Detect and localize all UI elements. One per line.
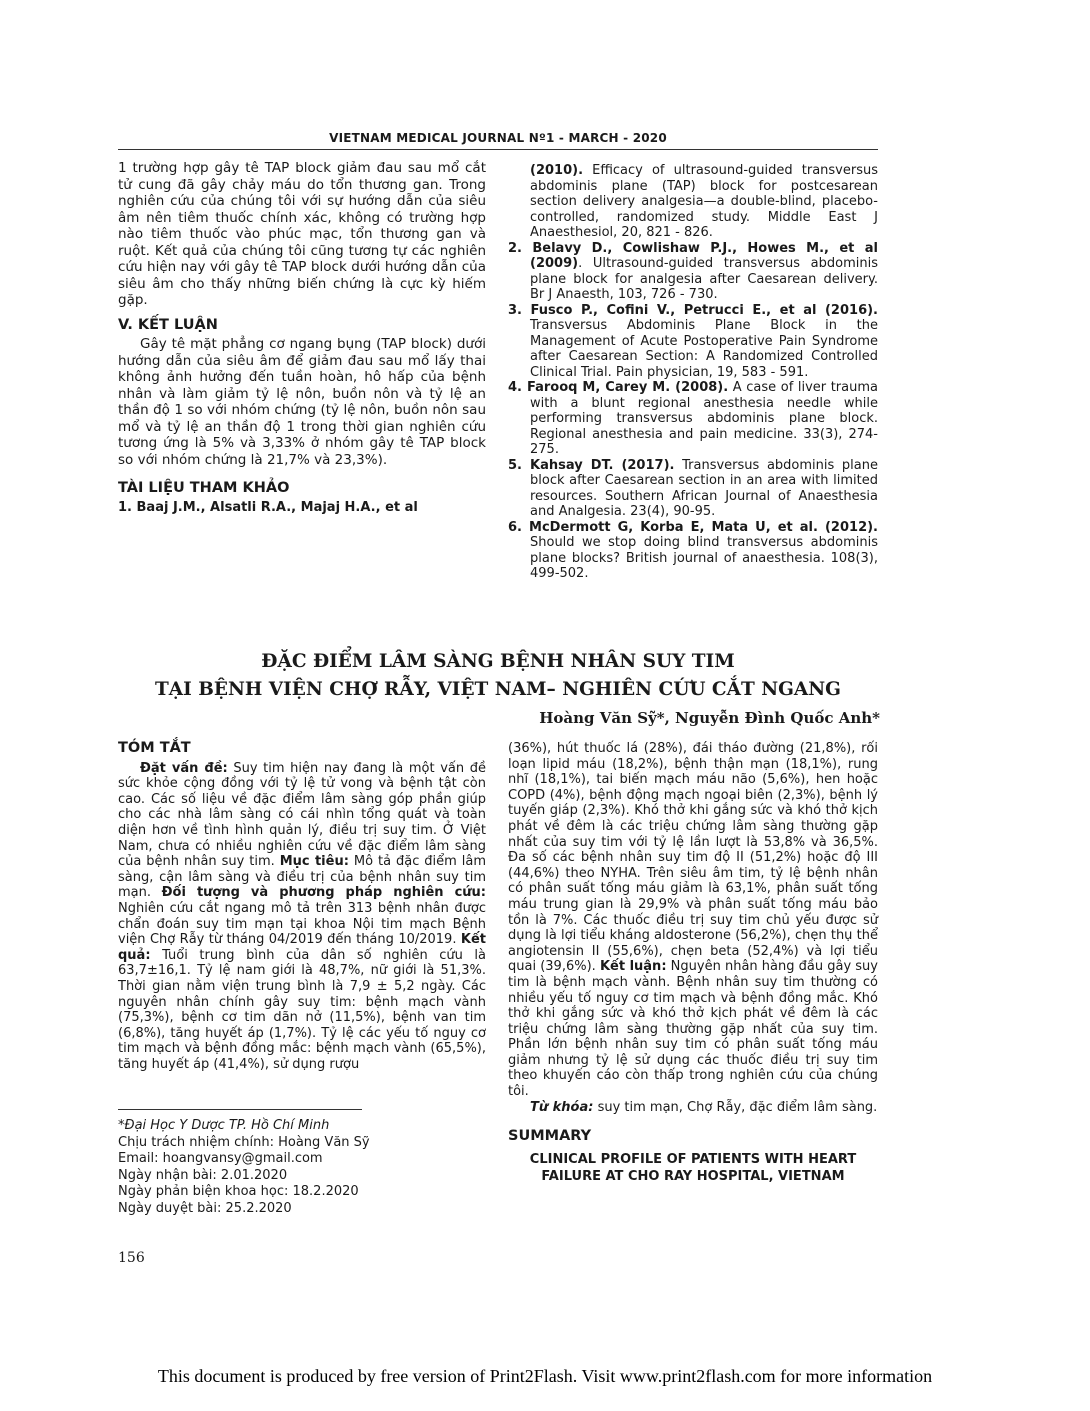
header-rule bbox=[118, 149, 878, 150]
article-title-line-1: ĐẶC ĐIỂM LÂM SÀNG BỆNH NHÂN SUY TIM bbox=[261, 651, 735, 672]
abstract-label-results: Kết quả: bbox=[118, 932, 486, 963]
abstract-text-conclusion: Nguyên nhân hàng đầu gây suy tim là bệnh mạch vành. Bệnh nhân suy tim thường có nhiều yếu tố nguy cơ tim mạch và bệnh đồng mắc. Khó thở khi gắng sức và khó thở kịch phát về đêm là các triệu chứng lâm sàng thường gặp nhất của suy tim. Phần lớn bệnh nhân suy tim có phân suất tống máu giảm nhưng tỷ lệ sử dụng các thuốc điều trị suy tim theo khuyến cáo còn thấp trong nghiên cứu của chúng tôi. bbox=[508, 959, 878, 1100]
article-title bbox=[118, 648, 878, 704]
running-header: VIETNAM MEDICAL JOURNAL Nº1 - MARCH - 2020 bbox=[329, 131, 667, 145]
reference-head: 2. Belavy D., Cowlishaw P.J., Howes M., et al (2009) bbox=[508, 240, 878, 271]
keywords-text: suy tim mạn, Chợ Rẫy, đặc điểm lâm sàng. bbox=[593, 1099, 878, 1115]
page-number: 156 bbox=[118, 1250, 145, 1266]
footnote-accepted: Ngày duyệt bài: 25.2.2020 bbox=[118, 1200, 292, 1216]
print2flash-footer: This document is produced by free version of Print2Flash. Visit www.print2flash.com for more information bbox=[157, 1366, 933, 1386]
abstract-right-column bbox=[508, 741, 878, 1185]
keywords-label: Từ khóa: bbox=[530, 1099, 594, 1115]
reference-item bbox=[508, 303, 878, 381]
reference-1-head: 1. Baaj J.M., Alsatli R.A., Majaj H.A., et al bbox=[118, 499, 418, 515]
abstract-label-objective: Mục tiêu: bbox=[279, 854, 349, 870]
english-title: CLINICAL PROFILE OF PATIENTS WITH HEART FAILURE AT CHO RAY HOSPITAL, VIETNAM bbox=[529, 1151, 857, 1184]
reference-1-year: (2010). bbox=[530, 163, 584, 178]
abstract-text-methods: Nghiên cứu cắt ngang mô tả trên 313 bệnh nhân được chẩn đoán suy tim mạn tại khoa Nội tim mạch Bệnh viện Chợ Rẫy từ tháng 04/2019 đến tháng 10/2019. bbox=[118, 900, 486, 948]
reference-item bbox=[508, 458, 878, 520]
prev-article-right-column bbox=[508, 163, 878, 582]
reference-text: . Ultrasound-guided transversus abdominis plane block for analgesia after Caesarean delivery. Br J Anaesth, 103, 726 - 730. bbox=[530, 256, 878, 302]
reference-text: Should we stop doing blind transversus abdominis plane blocks? British journal of anaesthesia. 108(3), 499-502. bbox=[530, 535, 878, 581]
reference-text: Transversus Abdominis Plane Block in the Management of Acute Postoperative Pain Syndrome after Caesarean Section: A Randomized Controlled Clinical Trial. Pain physician, 19, 583 - 591. bbox=[530, 318, 878, 380]
references-list bbox=[508, 163, 878, 582]
reference-head: 5. Kahsay DT. (2017). bbox=[508, 457, 675, 473]
reference-item bbox=[508, 520, 878, 582]
reference-1-continued bbox=[508, 163, 878, 241]
reference-head: 3. Fusco P., Cofini V., Petrucci E., et al (2016). bbox=[508, 302, 878, 318]
abstract-text-background: Suy tim hiện nay đang là một vấn đề sức khỏe cộng đồng với tỷ lệ tử vong và bệnh tật còn cao. Các số liệu về đặc điểm lâm sàng góp phần giúp cho các nhà lâm sàng có cái nhìn tổng quát và toàn diện hơn về tình hình quản lý, điều trị suy tim. Ở Việt Nam, chưa có nhiều nghiên cứu về đặc điểm lâm sàng của bệnh nhân suy tim. bbox=[118, 760, 486, 870]
abstract-left-column bbox=[118, 741, 486, 1072]
prev-article-left-column bbox=[118, 160, 486, 516]
abstract-results-text: (36%), hút thuốc lá (28%), đái tháo đường (21,8%), rối loạn lipid máu (18,2%), bệnh thận mạn (18,1%), rung nhĩ (18,1%), tai biến mạch máu não (5,6%), hen hoặc COPD (4%), bệnh động mạch ngoại biên (2,3%), bệnh lý tuyến giáp (2,3%). Khó thở khi gắng sức và khó thở kịch phát về đêm là các triệu chứng lâm sàng thường gặp nhất của suy tim với tỷ lệ lần lượt là 53,8% và 36,5%. Đa số các bệnh nhân suy tim độ II (51,2%) hoặc độ III (44,6%) theo NYHA. Trên siêu âm tim, tỷ lệ bệnh nhân có phân suất tống máu giảm là 63,1%, phân suất tống máu trung gian là 29,9% và phân suất tống máu bảo tồn là 7%. Các thuốc điều trị suy tim chủ yếu được sử dụng là lợi tiểu kháng aldosterone (56,2%), chẹn thụ thể angiotensin II (55,6%), chẹn beta (52,4%) và lợi tiểu quai (39,6%). bbox=[508, 741, 878, 975]
abstract-label-conclusion: Kết luận: bbox=[599, 959, 667, 975]
abstract-paragraph bbox=[118, 761, 486, 1073]
reference-head: 4. Farooq M, Carey M. (2008). bbox=[508, 380, 729, 395]
article-authors: Hoàng Văn Sỹ*, Nguyễn Đình Quốc Anh* bbox=[539, 709, 880, 727]
keywords-line bbox=[508, 1100, 878, 1116]
abstract-results-continued bbox=[508, 741, 878, 1100]
abstract-text-results: Tuổi trung bình của dân số nghiên cứu là 63,7±16,1. Tỷ lệ nam giới là 48,7%, nữ giới là 51,3%. Thời gian nằm viện trung bình là 7,9 ± 5,2 ngày. Các nguyên nhân chính gây suy tim: bệnh mạch vành (75,3%), bệnh cơ tim dãn nở (11,5%), bệnh van tim (6,8%), tăng huyết áp (1,7%). Tỷ lệ các yếu tố nguy cơ tim mạch và bệnh đồng mắc: bệnh mạch vành (65,5%), tăng huyết áp (41,4%), sử dụng rượu bbox=[118, 947, 486, 1072]
prev-discussion-paragraph: 1 trường hợp gây tê TAP block giảm đau sau mổ cắt tử cung đã gây chảy máu do tổn thương gan. Trong nghiên cứu của chúng tôi với sự hướng dẫn của siêu âm nên tiêm thuốc chính xác, không có trường hợp nào tiêm thuốc vào phúc mạc, tổn thương gan và ruột. Kết quả của chúng tôi cũng tương tự các nghiên cứu hiện nay với gây tê TAP block dưới hướng dẫn của siêu âm cho thấy những biến chứng là cực kỳ hiếm gặp. bbox=[118, 160, 486, 308]
abstract-label-background: Đặt vấn đề: bbox=[140, 760, 228, 776]
references-heading: TÀI LIỆU THAM KHẢO bbox=[118, 480, 290, 496]
conclusion-paragraph: Gây tê mặt phẳng cơ ngang bụng (TAP block) dưới hướng dẫn của siêu âm để giảm đau sau mổ lấy thai không ảnh hưởng đến tuần hoàn, hô hấp của bệnh nhân và làm giảm tỷ lệ nôn, buồn nôn và tỷ lệ an thần độ 1 so với nhóm chứng (tỷ lệ nôn, buồn nôn sau mổ và tỷ lệ an thần độ 1 trong thời gian nghiên cứu tương ứng là 5% và 3,33% ở nhóm gây tê TAP block so với nhóm chứng là 21,7% và 23,3%). bbox=[118, 336, 486, 468]
abstract-text-objective: Mô tả đặc điểm lâm sàng, cận lâm sàng và điều trị của bệnh nhân suy tim mạn. bbox=[118, 854, 487, 901]
reference-text: A case of liver trauma with a blunt regional anesthesia needle while performing transversus abdominis plane block. Regional anesthesia and pain medicine. 33(3), 274-275. bbox=[530, 380, 878, 457]
reference-1-text: Efficacy of ultrasound-guided transversus abdominis plane (TAP) block for postcesarean section delivery analgesia—a double-blind, placebo-controlled, randomized study. Middle East J Anaesthesiol, 20, 821 - 826. bbox=[530, 163, 878, 240]
footnote-received: Ngày nhận bài: 2.01.2020 bbox=[118, 1167, 288, 1183]
abstract-heading: TÓM TẮT bbox=[118, 740, 191, 756]
footnotes bbox=[118, 1118, 370, 1217]
footnote-responsible: Chịu trách nhiệm chính: Hoàng Văn Sỹ bbox=[118, 1134, 370, 1150]
abstract-label-methods: Đối tượng và phương pháp nghiên cứu: bbox=[161, 885, 486, 901]
reference-text: Transversus abdominis plane block after Caesarean section in an area with limited resources. Southern African Journal of Anaesthesia and Analgesia. 23(4), 90-95. bbox=[530, 457, 878, 519]
reference-item bbox=[508, 241, 878, 303]
footnote-affiliation: *Đại Học Y Dược TP. Hồ Chí Minh bbox=[118, 1118, 330, 1133]
footnote-email: Email: hoangvansy@gmail.com bbox=[118, 1151, 323, 1166]
summary-heading: SUMMARY bbox=[508, 1128, 592, 1145]
reference-head: 6. McDermott G, Korba E, Mata U, et al. (2012). bbox=[508, 519, 878, 535]
reference-item bbox=[508, 380, 878, 458]
article-title-line-2: TẠI BỆNH VIỆN CHỢ RẪY, VIỆT NAM– NGHIÊN CỨU CẮT NGANG bbox=[155, 679, 841, 700]
conclusion-heading: V. KẾT LUẬN bbox=[118, 316, 218, 333]
footnote-reviewed: Ngày phản biện khoa học: 18.2.2020 bbox=[118, 1184, 359, 1199]
footnote-rule bbox=[118, 1109, 362, 1110]
